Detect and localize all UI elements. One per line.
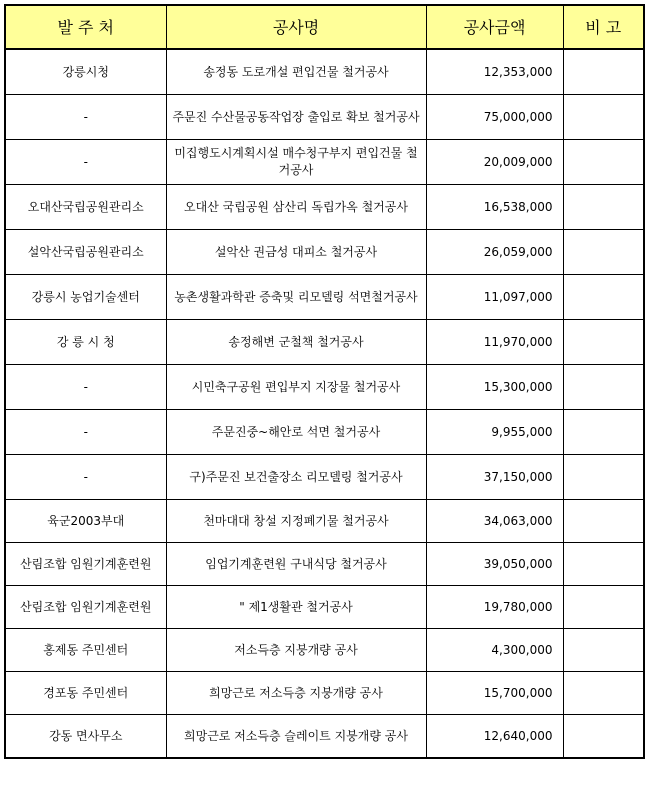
amount-cell: 34,063,000 <box>426 500 563 543</box>
project-cell: 송정동 도로개설 편입건물 철거공사 <box>166 49 426 95</box>
amount-cell: 11,097,000 <box>426 275 563 320</box>
client-cell: 오대산국립공원관리소 <box>5 185 166 230</box>
client-cell: 홍제동 주민센터 <box>5 629 166 672</box>
client-cell: - <box>5 140 166 185</box>
table-row <box>5 275 644 320</box>
note-cell <box>563 410 644 455</box>
amount-cell: 16,538,000 <box>426 185 563 230</box>
note-cell <box>563 230 644 275</box>
note-cell <box>563 672 644 715</box>
note-cell <box>563 95 644 140</box>
project-cell: 희망근로 저소득층 지붕개량 공사 <box>166 672 426 715</box>
table-row <box>5 320 644 365</box>
project-cell: " 제1생활관 철거공사 <box>166 586 426 629</box>
table-row <box>5 586 644 629</box>
project-cell: 주문진중~해안로 석면 철거공사 <box>166 410 426 455</box>
table-row <box>5 410 644 455</box>
project-cell: 송정해변 군철책 철거공사 <box>166 320 426 365</box>
table-row <box>5 629 644 672</box>
table-row <box>5 95 644 140</box>
amount-cell: 15,300,000 <box>426 365 563 410</box>
header-project: 공사명 <box>166 5 426 49</box>
note-cell <box>563 275 644 320</box>
amount-cell: 37,150,000 <box>426 455 563 500</box>
project-cell: 미집행도시계획시설 매수청구부지 편입건물 철거공사 <box>166 140 426 185</box>
note-cell <box>563 320 644 365</box>
amount-cell: 19,780,000 <box>426 586 563 629</box>
note-cell <box>563 49 644 95</box>
project-cell: 천마대대 창설 지정폐기물 철거공사 <box>166 500 426 543</box>
amount-cell: 26,059,000 <box>426 230 563 275</box>
header-note: 비 고 <box>563 5 644 49</box>
client-cell: - <box>5 365 166 410</box>
table-row <box>5 672 644 715</box>
project-cell: 희망근로 저소득층 슬레이트 지붕개량 공사 <box>166 715 426 759</box>
amount-cell: 39,050,000 <box>426 543 563 586</box>
project-cell: 임업기계훈련원 구내식당 철거공사 <box>166 543 426 586</box>
amount-cell: 12,640,000 <box>426 715 563 759</box>
amount-cell: 11,970,000 <box>426 320 563 365</box>
client-cell: 경포동 주민센터 <box>5 672 166 715</box>
table-row <box>5 455 644 500</box>
note-cell <box>563 185 644 230</box>
client-cell: 강릉시청 <box>5 49 166 95</box>
table-row <box>5 543 644 586</box>
header-row <box>5 5 644 49</box>
table-row <box>5 230 644 275</box>
table-row <box>5 185 644 230</box>
table-row <box>5 365 644 410</box>
amount-cell: 75,000,000 <box>426 95 563 140</box>
note-cell <box>563 455 644 500</box>
client-cell: 강 릉 시 청 <box>5 320 166 365</box>
amount-cell: 9,955,000 <box>426 410 563 455</box>
note-cell <box>563 715 644 759</box>
amount-cell: 15,700,000 <box>426 672 563 715</box>
project-cell: 주문진 수산물공동작업장 출입로 확보 철거공사 <box>166 95 426 140</box>
project-cell: 설악산 권금성 대피소 철거공사 <box>166 230 426 275</box>
client-cell: 육군2003부대 <box>5 500 166 543</box>
table-row <box>5 500 644 543</box>
amount-cell: 20,009,000 <box>426 140 563 185</box>
table-row <box>5 715 644 759</box>
table-row <box>5 140 644 185</box>
construction-list-table <box>4 4 645 759</box>
project-cell: 오대산 국립공원 삼산리 독립가옥 철거공사 <box>166 185 426 230</box>
amount-cell: 4,300,000 <box>426 629 563 672</box>
project-cell: 저소득층 지붕개량 공사 <box>166 629 426 672</box>
note-cell <box>563 543 644 586</box>
project-cell: 구)주문진 보건출장소 리모델링 철거공사 <box>166 455 426 500</box>
project-cell: 농촌생활과학관 증축및 리모델링 석면철거공사 <box>166 275 426 320</box>
header-amount: 공사금액 <box>426 5 563 49</box>
note-cell <box>563 500 644 543</box>
note-cell <box>563 586 644 629</box>
note-cell <box>563 629 644 672</box>
amount-cell: 12,353,000 <box>426 49 563 95</box>
client-cell: 산림조합 임원기계훈련원 <box>5 586 166 629</box>
client-cell: 강릉시 농업기술센터 <box>5 275 166 320</box>
table-row <box>5 49 644 95</box>
client-cell: 강동 면사무소 <box>5 715 166 759</box>
client-cell: - <box>5 410 166 455</box>
client-cell: - <box>5 95 166 140</box>
client-cell: - <box>5 455 166 500</box>
client-cell: 산림조합 임원기계훈련원 <box>5 543 166 586</box>
header-client: 발 주 처 <box>5 5 166 49</box>
client-cell: 설악산국립공원관리소 <box>5 230 166 275</box>
project-cell: 시민축구공원 편입부지 지장물 철거공사 <box>166 365 426 410</box>
note-cell <box>563 365 644 410</box>
note-cell <box>563 140 644 185</box>
